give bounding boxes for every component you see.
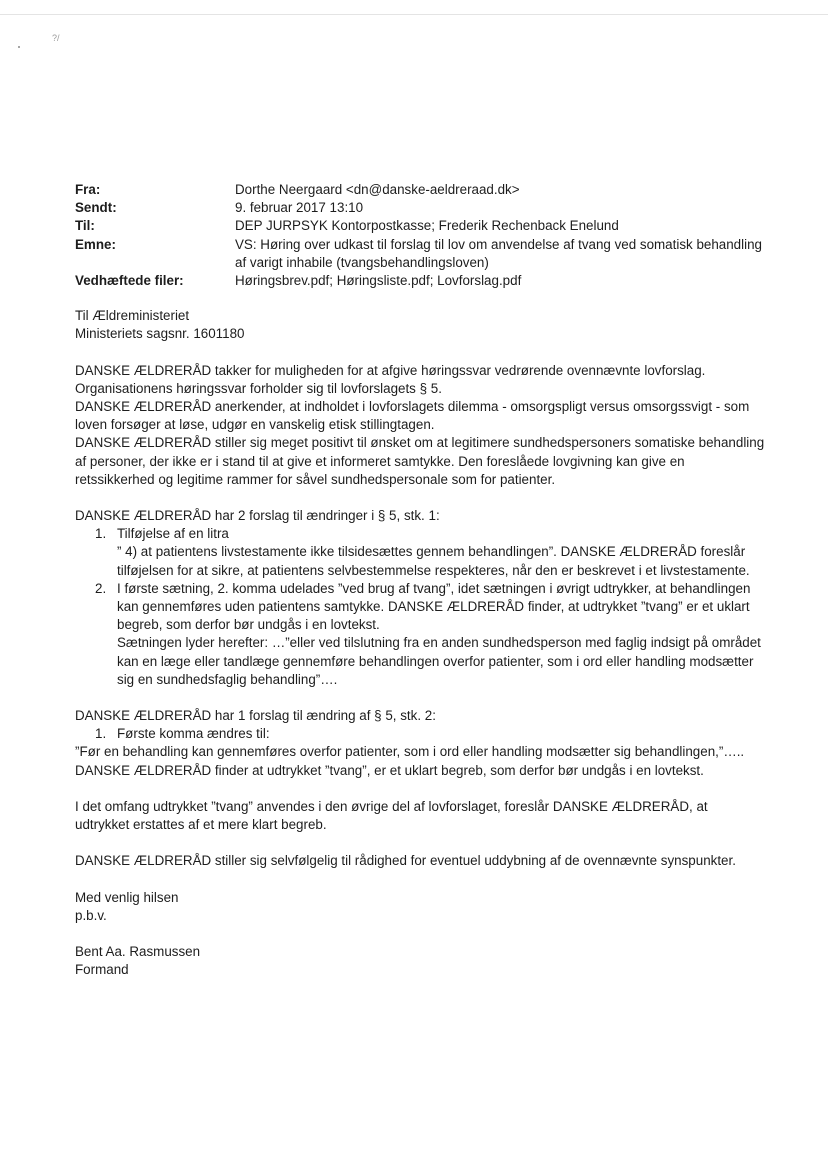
list-number: 2.: [95, 580, 107, 596]
list-item-title: Tilføjelse af en litra: [117, 526, 229, 542]
header-label: Emne:: [75, 236, 116, 252]
header-label: Til:: [75, 218, 95, 234]
list-item: [75, 525, 765, 580]
email-header: [75, 181, 765, 290]
list-number: 1.: [95, 526, 107, 542]
header-attachments: [75, 272, 765, 290]
list-number: 1.: [95, 726, 107, 742]
signatory-name: Bent Aa. Rasmussen: [75, 943, 201, 959]
header-from: [75, 181, 765, 199]
list-item-text: Sætningen lyder herefter: …”eller ved tilslutning fra en anden sundhedsperson med faglig indsigt på området kan en læge eller tandlæge gennemføre behandlingen overfor patienter, som i ord eller handling modsætter sig en sundhedsfaglig behandling”….: [117, 635, 761, 687]
section1-heading: DANSKE ÆLDRERÅD har 2 forslag til ændringer i § 5, stk. 1:: [75, 508, 440, 524]
header-label: Fra:: [75, 182, 101, 197]
list-item-text: I første sætning, 2. komma udelades ”ved brug af tvang”, idet sætningen i øvrigt udtrykker, at behandlingen kan gennemføres uden patientens samtykke. DANSKE ÆLDRERÅD finder, at udtrykket ”tvang” er et uklart begreb, som derfor bør undgås i en lovtekst.: [117, 580, 751, 633]
scan-mark: ?/: [52, 33, 60, 43]
to-value: DEP JURPSYK Kontorpostkasse; Frederik Rechenback Enelund: [235, 218, 619, 234]
closing-greeting: Med venlig hilsen: [75, 889, 179, 905]
scan-speck: [18, 46, 20, 48]
email-document: [75, 181, 765, 979]
header-label: Sendt:: [75, 200, 117, 216]
list-item: [75, 725, 765, 743]
section2-quote: ”Før en behandling kan gennemføres overfor patienter, som i ord eller handling modsætter sig behandlingen,”….. DANSKE ÆLDRERÅD finder at udtrykket ”tvang”, er et uklart begreb, som derfor bør undgås i en lovtekst.: [75, 744, 745, 778]
section1-list: [75, 525, 765, 689]
subject-value: VS: Høring over udkast til forslag til lov om anvendelse af tvang ved somatisk behandling af varigt inhabile (tvangsbehandlingsloven): [235, 236, 762, 270]
attachments-value: Høringsbrev.pdf; Høringsliste.pdf; Lovforslag.pdf: [235, 273, 522, 289]
case-number: Ministeriets sagsnr. 1601180: [75, 326, 245, 342]
scan-edge-line: [0, 14, 828, 15]
closing-pbv: p.b.v.: [75, 907, 107, 923]
header-label: Vedhæftede filer:: [75, 273, 184, 289]
recipient-line: Til Ældreministeriet: [75, 308, 190, 324]
header-to: [75, 217, 765, 235]
header-sent: [75, 199, 765, 217]
intro-paragraph: DANSKE ÆLDRERÅD stiller sig meget positivt til ønsket om at legitimere sundhedspersoners somatiske behandling af personer, der ikke er i stand til at give et informeret samtykke. Den foreslåede lovgivning kan give en retssikkerhed og legitime rammer for såvel sundhedspersonale som for patienter.: [75, 435, 765, 487]
section2-heading: DANSKE ÆLDRERÅD har 1 forslag til ændring af § 5, stk. 2:: [75, 708, 436, 724]
sender-value: Dorthe Neergaard <dn@danske-aeldreraad.dk>: [235, 182, 520, 197]
intro-paragraph: DANSKE ÆLDRERÅD takker for muligheden for at afgive høringssvar vedrørende ovennævnte lovforslag.: [75, 362, 706, 378]
intro-paragraph: DANSKE ÆLDRERÅD anerkender, at indholdet i lovforslagets dilemma - omsorgspligt versus omsorgssvigt - som loven forsøger at løse, udgør en vanskelig etisk stillingtagen.: [75, 399, 750, 433]
signatory-title: Formand: [75, 962, 129, 978]
list-item-text: Første komma ændres til:: [117, 726, 270, 742]
list-item: [75, 580, 765, 689]
header-subject: [75, 236, 765, 272]
intro-paragraph: Organisationens høringssvar forholder sig til lovforslagets § 5.: [75, 380, 442, 396]
list-item-text: ” 4) at patientens livstestamente ikke tilsidesættes gennem behandlingen”. DANSKE ÆLDRERÅD foreslår tilføjelsen for at sikre, at patientens selvbestemmelse respekteres, når den er beskrevet i et livstestamente.: [117, 544, 750, 578]
offer-paragraph: DANSKE ÆLDRERÅD stiller sig selvfølgelig til rådighed for eventuel uddybning af de ovennævnte synspunkter.: [75, 853, 736, 869]
sent-value: 9. februar 2017 13:10: [235, 200, 364, 216]
scope-paragraph: I det omfang udtrykket ”tvang” anvendes i den øvrige del af lovforslaget, foreslår DANSKE ÆLDRERÅD, at udtrykket erstattes af et mere klart begreb.: [75, 798, 708, 833]
